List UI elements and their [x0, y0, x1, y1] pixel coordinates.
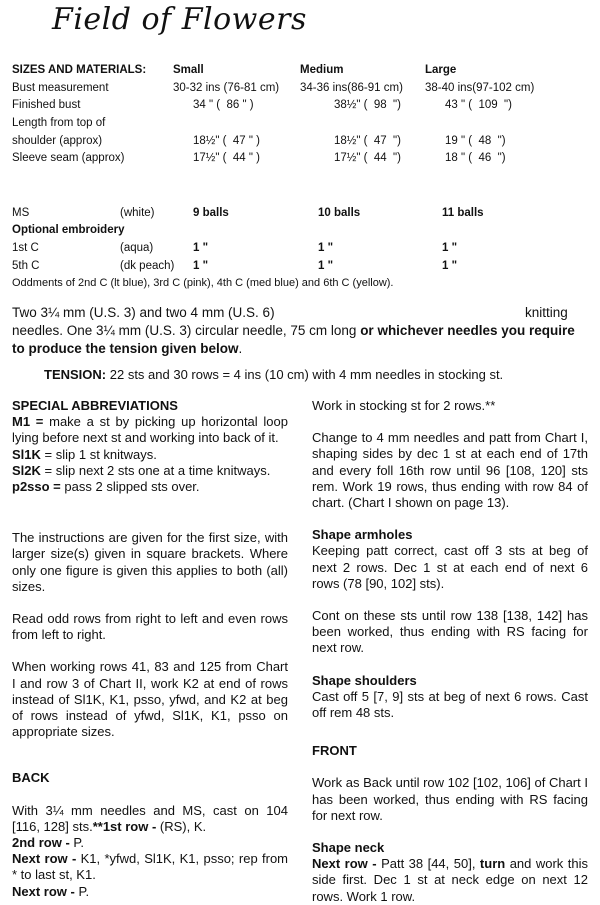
- neck-heading: Shape neck: [312, 840, 385, 856]
- back-1st-row-text: (RS), K.: [159, 818, 207, 834]
- c1-color: (aqua): [120, 242, 154, 254]
- right-column: [312, 398, 588, 905]
- tension-line: [44, 367, 503, 383]
- neck-turn: turn: [479, 856, 506, 872]
- back-next-row-label: Next row -: [12, 851, 77, 867]
- shoulders-heading: Shape shoulders: [312, 672, 417, 688]
- tension-text: 22 sts and 30 rows = 4 ins (10 cm) with 4 mm needles in stocking st.: [109, 367, 504, 382]
- row-small: 18½" ( 47 " ): [193, 135, 260, 147]
- continue-text: Cont on these sts until row 138 [138, 142] has been worked, thus ending with RS facing for next row.: [312, 608, 588, 656]
- neck-text-1: Patt 38 [44, 50],: [381, 856, 476, 872]
- row-large: 18 " ( 46 "): [445, 152, 506, 164]
- back-1st-row-label: **1st row -: [92, 818, 157, 834]
- row-label: Bust measurement: [12, 82, 109, 94]
- left-column: [12, 398, 288, 900]
- needles-bold: or whichever needles you require to produce the tension given below: [12, 323, 575, 356]
- back-2nd-row-text: P.: [73, 835, 85, 851]
- row-label: Length from top of: [12, 117, 106, 129]
- change-needles: Change to 4 mm needles and patt from Chart I, shaping sides by dec 1 st at each end of 17th and every foll 16th row until 96 [108, 120] sts rem. Work 19 rows, thus ending with row 84 of chart. (Chart I shown on page 13).: [312, 430, 588, 511]
- neck-next-row-label: Next row -: [312, 856, 377, 872]
- row-medium: 34-36 ins(86-91 cm): [300, 82, 403, 94]
- p2sso-term: p2sso =: [12, 479, 61, 495]
- row-large: 19 " ( 48 "): [445, 135, 506, 147]
- neck-text-2: and work this side first. Dec 1 st at neck edge on next 12 rows. Work 1 row.: [312, 856, 589, 904]
- back-cast-on: With 3¼ mm needles and MS, cast on 104 [116, 128] sts.: [12, 802, 288, 834]
- stocking-st-rows: Work in stocking st for 2 rows.**: [312, 398, 496, 413]
- c1-label: 1st C: [12, 242, 39, 254]
- back-next-row-text: P.: [78, 883, 90, 899]
- row-large: 43 " ( 109 "): [445, 99, 512, 111]
- m1-term: M1 =: [12, 414, 44, 430]
- needles-text: Two 3¼ mm (U.S. 3) and two 4 mm (U.S. 6): [12, 305, 275, 320]
- size-large-header: Large: [425, 64, 457, 76]
- ms-small: 9 balls: [193, 207, 229, 219]
- sl1k-text: = slip 1 st knitways.: [44, 446, 157, 462]
- c1-large: 1 ": [442, 242, 458, 254]
- c5-color: (dk peach): [120, 260, 175, 272]
- row-small: 30-32 ins (76-81 cm): [173, 82, 280, 94]
- size-small-header: Small: [173, 64, 204, 76]
- armholes-text: Keeping patt correct, cast off 3 sts at beg of next 2 rows. Dec 1 st at each end of next 6 rows (78 [90, 102] sts).: [312, 543, 588, 591]
- ms-color: (white): [120, 207, 155, 219]
- ms-medium: 10 balls: [318, 207, 361, 219]
- sl2k-term: Sl2K: [12, 462, 41, 478]
- back-next-row-label: Next row -: [12, 883, 75, 899]
- c5-small: 1 ": [193, 260, 209, 272]
- c5-large: 1 ": [442, 260, 458, 272]
- sl2k-text: = slip next 2 sts one at a time knitways.: [44, 462, 271, 478]
- needles-paragraph: [12, 304, 582, 358]
- c1-medium: 1 ": [318, 242, 334, 254]
- size-medium-header: Medium: [300, 64, 344, 76]
- instructions-charts: When working rows 41, 83 and 125 from Chart I and row 3 of Chart II, work K2 at end of rows instead of Sl1K, K1, psso, yfwd, and K2 at beg of rows instead of yfwd, Sl1K, K1, psso on appropriate sizes.: [12, 659, 288, 740]
- armholes-heading: Shape armholes: [312, 527, 413, 543]
- p2sso-text: pass 2 slipped sts over.: [64, 479, 200, 495]
- instructions-sizes: The instructions are given for the first size, with larger size(s) given in square brackets. Where only one figure is given this applies to both (all) sizes.: [12, 530, 288, 594]
- sizes-heading: SIZES AND MATERIALS:: [12, 64, 147, 76]
- row-label: shoulder (approx): [12, 135, 103, 147]
- row-large: 38-40 ins(97-102 cm): [425, 82, 535, 94]
- shoulders-text: Cast off 5 [7, 9] sts at beg of next 6 rows. Cast off rem 48 sts.: [312, 688, 588, 721]
- front-text: Work as Back until row 102 [102, 106] of Chart I has been worked, thus ending with RS facing for next row.: [312, 775, 588, 823]
- c5-label: 5th C: [12, 260, 40, 272]
- tension-label: TENSION:: [44, 367, 107, 382]
- instructions-rows: Read odd rows from right to left and even rows from left to right.: [12, 611, 288, 643]
- back-2nd-row-label: 2nd row -: [12, 835, 70, 851]
- needles-end: .: [238, 341, 243, 356]
- row-medium: 38½" ( 98 "): [334, 99, 401, 111]
- row-small: 34 " ( 86 " ): [193, 99, 254, 111]
- needles-knitting: knitting: [525, 305, 568, 320]
- needles-line2: needles. One 3¼ mm (U.S. 3) circular needle, 75 cm long: [12, 323, 357, 338]
- row-medium: 17½" ( 44 "): [334, 152, 401, 164]
- row-medium: 18½" ( 47 "): [334, 135, 401, 147]
- row-label: Finished bust: [12, 99, 81, 111]
- c5-medium: 1 ": [318, 260, 334, 272]
- back-heading: BACK: [12, 770, 50, 786]
- sl1k-term: Sl1K: [12, 446, 41, 462]
- row-label: Sleeve seam (approx): [12, 152, 125, 164]
- abbreviations-heading: SPECIAL ABBREVIATIONS: [12, 398, 178, 413]
- c1-small: 1 ": [193, 242, 209, 254]
- front-heading: FRONT: [312, 743, 357, 759]
- page-title: Field of Flowers: [52, 2, 307, 37]
- ms-large: 11 balls: [442, 207, 484, 219]
- optional-embroidery: Optional embroidery: [12, 224, 125, 236]
- m1-text: make a st by picking up horizontal loop lying before next st and working into back of it.: [12, 414, 288, 446]
- back-next-row-text: K1, *yfwd, Sl1K, K1, psso; rep from * to last st, K1.: [12, 851, 289, 883]
- oddments-note: Oddments of 2nd C (lt blue), 3rd C (pink), 4th C (med blue) and 6th C (yellow).: [12, 277, 394, 289]
- ms-label: MS: [12, 207, 30, 219]
- row-small: 17½" ( 44 " ): [193, 152, 260, 164]
